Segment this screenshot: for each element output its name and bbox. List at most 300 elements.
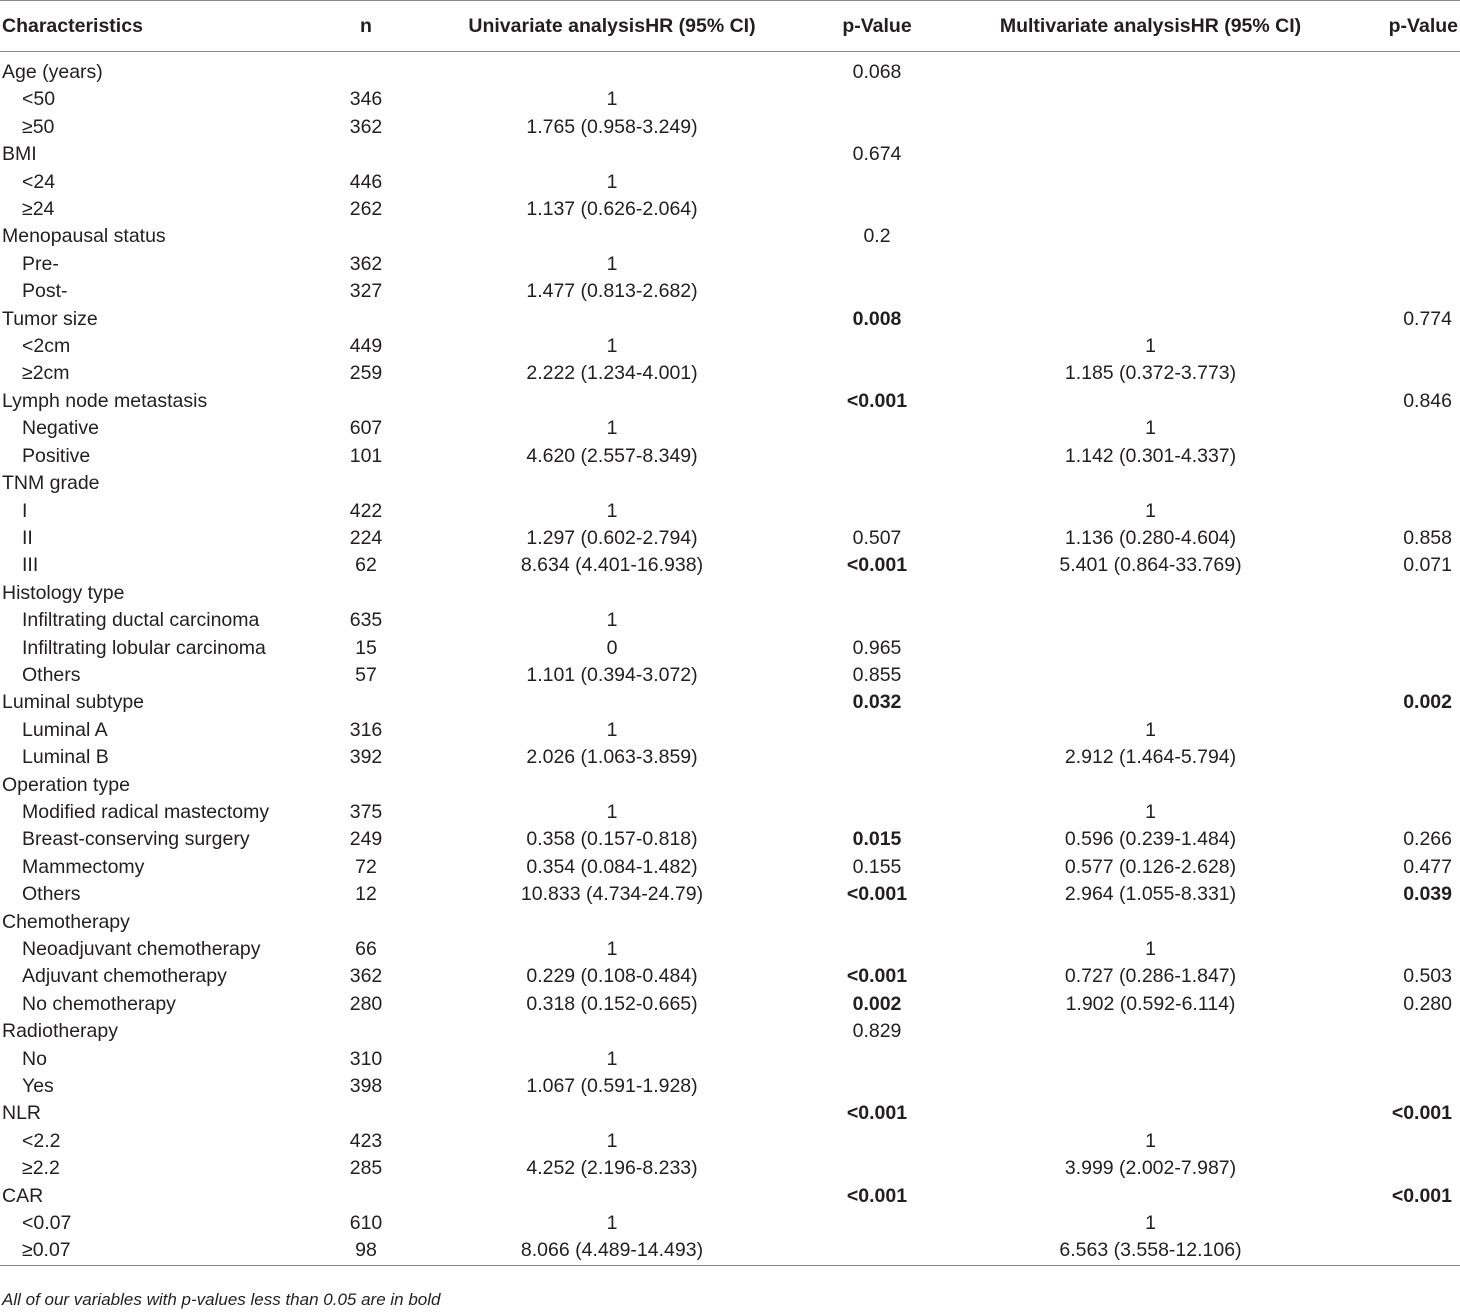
cell-n: 446 — [349, 170, 383, 193]
cell-characteristic: III — [22, 554, 39, 577]
cell-n: 316 — [349, 718, 383, 741]
table-row-subcategory — [0, 635, 1460, 662]
cell-univariate-p — [782, 86, 972, 113]
cell-n: 57 — [355, 663, 377, 686]
cell-n: 280 — [349, 992, 383, 1015]
cell-multivariate-p — [1329, 1210, 1460, 1237]
cell-characteristic: Tumor size — [2, 307, 98, 330]
cell-n: 249 — [349, 828, 383, 851]
table-row-subcategory — [0, 1155, 1460, 1182]
header-multivariate-p: p-Value — [1329, 1, 1460, 52]
cell-multivariate-p — [1329, 223, 1460, 250]
cell-multivariate-hr: 0.596 (0.239-1.484) — [1064, 828, 1237, 851]
cell-multivariate-p — [1329, 333, 1460, 360]
cell-characteristic: ≥2cm — [22, 362, 70, 385]
table-row-subcategory — [0, 662, 1460, 689]
cell-multivariate-hr: 1.142 (0.301-4.337) — [1064, 444, 1237, 467]
cell-univariate-p — [782, 799, 972, 826]
cell-multivariate-p: 0.002 — [1403, 691, 1452, 714]
cell-multivariate-hr: 3.999 (2.002-7.987) — [1064, 1157, 1237, 1180]
table-row-subcategory — [0, 1237, 1460, 1265]
cell-n: 423 — [349, 1129, 383, 1152]
cell-univariate-p: 0.829 — [852, 1020, 902, 1043]
cell-multivariate-p — [1329, 744, 1460, 771]
cell-n: 362 — [349, 252, 383, 275]
cell-characteristic: <0.07 — [22, 1212, 72, 1235]
cell-n — [290, 909, 442, 936]
cell-multivariate-hr: 1.902 (0.592-6.114) — [1065, 992, 1236, 1015]
cell-multivariate-p — [1329, 1018, 1460, 1045]
cell-univariate-p — [782, 196, 972, 223]
cell-multivariate-hr: 2.912 (1.464-5.794) — [1064, 746, 1237, 769]
cell-multivariate-p — [1329, 1237, 1460, 1265]
cell-multivariate-p — [1329, 1128, 1460, 1155]
cell-multivariate-hr: 1 — [1145, 718, 1156, 741]
cell-characteristic: BMI — [2, 143, 37, 166]
cell-n — [290, 306, 442, 333]
cell-univariate-hr: 1 — [606, 170, 618, 193]
cell-n: 607 — [349, 417, 383, 440]
cell-multivariate-hr: 1 — [1145, 417, 1156, 440]
header-characteristics: Characteristics — [0, 1, 290, 52]
cell-characteristic: Chemotherapy — [2, 910, 130, 933]
cell-univariate-hr: 1 — [606, 718, 618, 741]
cell-characteristic: Luminal subtype — [2, 691, 145, 714]
cell-multivariate-p: 0.858 — [1403, 526, 1452, 549]
cell-univariate-p: <0.001 — [846, 1184, 908, 1207]
cell-multivariate-p — [1329, 443, 1460, 470]
cell-n — [290, 141, 442, 168]
cell-multivariate-hr: 0.727 (0.286-1.847) — [1064, 965, 1237, 988]
cell-characteristic: Negative — [22, 417, 99, 440]
cell-n — [290, 1100, 442, 1127]
cell-multivariate-hr — [972, 1183, 1329, 1210]
cell-multivariate-p: 0.280 — [1403, 992, 1452, 1015]
cell-multivariate-hr — [972, 772, 1329, 799]
cell-multivariate-p — [1329, 936, 1460, 963]
cell-multivariate-p — [1329, 1155, 1460, 1182]
cell-univariate-p — [782, 1073, 972, 1100]
cell-characteristic: II — [22, 526, 33, 549]
cell-n — [290, 388, 442, 415]
table-row-subcategory — [0, 991, 1460, 1018]
cell-univariate-hr — [442, 1018, 782, 1045]
cell-n — [290, 772, 442, 799]
cell-n: 101 — [349, 444, 383, 467]
cell-n: 392 — [349, 746, 383, 769]
cell-n: 610 — [349, 1212, 383, 1235]
table-row-subcategory — [0, 826, 1460, 853]
cell-n: 12 — [355, 883, 377, 906]
table-body — [0, 52, 1460, 1266]
table-row-variable — [0, 1183, 1460, 1210]
cell-univariate-p: <0.001 — [846, 389, 908, 412]
cell-n: 398 — [349, 1075, 383, 1098]
cell-characteristic: Lymph node metastasis — [2, 389, 208, 412]
cell-n: 375 — [349, 800, 383, 823]
cell-univariate-hr: 1.137 (0.626-2.064) — [526, 198, 698, 221]
cell-multivariate-hr — [972, 580, 1329, 607]
cell-n — [290, 470, 442, 497]
cell-n: 98 — [290, 1237, 442, 1265]
cell-multivariate-hr: 1 — [1145, 800, 1156, 823]
cell-multivariate-hr: 1.185 (0.372-3.773) — [1064, 362, 1237, 385]
cell-multivariate-hr: 5.401 (0.864-33.769) — [1059, 554, 1242, 577]
cell-characteristic: I — [22, 499, 28, 522]
cell-characteristic: ≥24 — [22, 198, 55, 221]
cell-multivariate-p — [1329, 772, 1460, 799]
cell-multivariate-hr — [972, 169, 1329, 196]
cell-univariate-p: <0.001 — [846, 883, 908, 906]
table-row-subcategory — [0, 963, 1460, 990]
cell-multivariate-hr: 1 — [1145, 499, 1156, 522]
cell-multivariate-p: 0.039 — [1403, 883, 1452, 906]
cell-univariate-hr — [442, 909, 782, 936]
cell-multivariate-p — [1329, 415, 1460, 442]
table-row-subcategory — [0, 1210, 1460, 1237]
cell-univariate-hr — [442, 306, 782, 333]
cell-univariate-p — [782, 360, 972, 387]
cell-univariate-hr: 1 — [606, 1212, 618, 1235]
cell-univariate-hr — [442, 141, 782, 168]
cell-characteristic: No — [22, 1047, 47, 1070]
cell-characteristic: Luminal B — [22, 746, 109, 769]
cell-n — [290, 1183, 442, 1210]
table-row-variable — [0, 141, 1460, 168]
cell-univariate-hr: 1.297 (0.602-2.794) — [526, 526, 698, 549]
cell-characteristic: No chemotherapy — [22, 992, 176, 1015]
cell-univariate-hr: 0 — [606, 636, 618, 659]
cell-multivariate-p: 0.071 — [1403, 554, 1452, 577]
cell-multivariate-hr — [972, 635, 1329, 662]
table-row-subcategory — [0, 799, 1460, 826]
cell-univariate-hr: 1 — [606, 1129, 618, 1152]
table-row-subcategory — [0, 251, 1460, 278]
cell-univariate-p — [782, 498, 972, 525]
cell-multivariate-p — [1329, 141, 1460, 168]
table-row-subcategory — [0, 333, 1460, 360]
cell-characteristic: Modified radical mastectomy — [22, 800, 270, 823]
cell-n — [290, 1018, 442, 1045]
table-row-subcategory — [0, 607, 1460, 634]
table-row-variable — [0, 1100, 1460, 1127]
cell-multivariate-p: 0.774 — [1403, 307, 1452, 330]
cell-multivariate-hr — [972, 689, 1329, 716]
cell-univariate-hr: 1 — [606, 609, 618, 632]
cell-univariate-p: 0.008 — [852, 307, 902, 330]
table-row-subcategory — [0, 278, 1460, 305]
table-row-subcategory — [0, 1128, 1460, 1155]
cell-univariate-p — [782, 278, 972, 305]
cell-characteristic: ≥0.07 — [0, 1237, 290, 1265]
table-row-subcategory — [0, 854, 1460, 881]
cell-univariate-hr: 0.354 (0.084-1.482) — [526, 855, 698, 878]
cell-univariate-p — [782, 1128, 972, 1155]
cell-n: 72 — [355, 855, 377, 878]
cell-multivariate-p — [1329, 114, 1460, 141]
table-row-variable — [0, 388, 1460, 415]
table-row-subcategory — [0, 498, 1460, 525]
cell-n: 15 — [355, 636, 377, 659]
cell-univariate-p: 0.507 — [852, 526, 902, 549]
cell-multivariate-hr — [972, 86, 1329, 113]
cell-multivariate-p — [1329, 1046, 1460, 1073]
cell-multivariate-hr — [972, 223, 1329, 250]
cell-multivariate-hr — [972, 1046, 1329, 1073]
cell-multivariate-p — [1329, 498, 1460, 525]
cell-multivariate-p: 0.477 — [1403, 855, 1452, 878]
table-row-subcategory — [0, 86, 1460, 113]
cell-multivariate-hr: 2.964 (1.055-8.331) — [1064, 883, 1237, 906]
cell-n — [290, 689, 442, 716]
cell-univariate-hr — [442, 1100, 782, 1127]
cell-univariate-hr: 8.634 (4.401-16.938) — [520, 554, 704, 577]
cell-univariate-p: <0.001 — [846, 1102, 908, 1125]
cell-multivariate-hr — [972, 1073, 1329, 1100]
cell-multivariate-hr: 6.563 (3.558-12.106) — [972, 1237, 1329, 1265]
cell-multivariate-p — [1329, 1073, 1460, 1100]
cell-univariate-p: 0.015 — [852, 828, 902, 851]
cell-characteristic: <24 — [22, 170, 56, 193]
cell-univariate-p — [782, 936, 972, 963]
cell-multivariate-hr: 1.136 (0.280-4.604) — [1064, 526, 1237, 549]
table-footnote: All of our variables with p-values less than 0.05 are in bold — [2, 1290, 441, 1309]
cell-multivariate-hr — [972, 278, 1329, 305]
table-row-variable — [0, 580, 1460, 607]
cell-univariate-hr: 1.101 (0.394-3.072) — [526, 663, 698, 686]
cell-univariate-p: 0.855 — [852, 663, 902, 686]
cell-univariate-p: 0.674 — [852, 143, 902, 166]
cell-characteristic: Mammectomy — [22, 855, 145, 878]
cell-univariate-hr: 1 — [606, 417, 618, 440]
table-row-subcategory — [0, 525, 1460, 552]
cell-n: 422 — [349, 499, 383, 522]
cell-multivariate-p: <0.001 — [1391, 1184, 1452, 1207]
cell-multivariate-p — [1329, 799, 1460, 826]
header-univariate-hr: Univariate analysisHR (95% CI) — [442, 1, 782, 52]
cell-characteristic: Menopausal status — [2, 225, 166, 248]
cell-univariate-p — [782, 470, 972, 497]
cell-characteristic: NLR — [2, 1102, 42, 1125]
table-row-subcategory — [0, 744, 1460, 771]
cell-multivariate-p: 0.503 — [1403, 965, 1452, 988]
cell-univariate-hr — [442, 470, 782, 497]
cell-multivariate-p — [1329, 607, 1460, 634]
table-row-subcategory — [0, 1073, 1460, 1100]
table-row-subcategory — [0, 443, 1460, 470]
cell-n: 262 — [349, 198, 383, 221]
cell-univariate-p: 0.155 — [852, 855, 902, 878]
cell-multivariate-p — [1329, 86, 1460, 113]
cell-univariate-p: 0.002 — [852, 992, 902, 1015]
cell-univariate-p — [782, 333, 972, 360]
cell-multivariate-p — [1329, 278, 1460, 305]
cell-univariate-hr: 1 — [606, 499, 618, 522]
cell-characteristic: Infiltrating ductal carcinoma — [22, 609, 260, 632]
cell-n: 362 — [349, 115, 383, 138]
cell-univariate-hr — [442, 59, 782, 86]
cell-univariate-hr: 1 — [606, 335, 618, 358]
cell-univariate-p — [782, 251, 972, 278]
cell-characteristic: Adjuvant chemotherapy — [22, 965, 227, 988]
cell-univariate-hr — [442, 772, 782, 799]
header-spacer-row — [0, 52, 1460, 60]
cell-characteristic: Yes — [22, 1075, 54, 1098]
table-row-subcategory — [0, 415, 1460, 442]
cell-characteristic: CAR — [2, 1184, 44, 1207]
cell-n — [290, 223, 442, 250]
cell-multivariate-hr: 1 — [1145, 1212, 1156, 1235]
cell-univariate-p — [782, 909, 972, 936]
cell-univariate-p: <0.001 — [846, 554, 908, 577]
cell-univariate-hr — [442, 580, 782, 607]
cell-univariate-p: 0.032 — [852, 691, 902, 714]
cell-multivariate-p — [1329, 360, 1460, 387]
cell-characteristic: ≥2.2 — [22, 1157, 60, 1180]
cell-characteristic: TNM grade — [2, 472, 100, 495]
cell-univariate-hr: 10.833 (4.734-24.79) — [520, 883, 704, 906]
cell-multivariate-hr — [972, 59, 1329, 86]
table-row-variable — [0, 909, 1460, 936]
cell-univariate-hr: 1 — [606, 252, 618, 275]
cell-univariate-hr: 2.222 (1.234-4.001) — [526, 362, 698, 385]
cell-multivariate-hr — [972, 196, 1329, 223]
cell-multivariate-p — [1329, 909, 1460, 936]
cell-multivariate-hr — [972, 1018, 1329, 1045]
cell-n — [290, 580, 442, 607]
cell-univariate-p — [782, 772, 972, 799]
cell-multivariate-hr — [972, 306, 1329, 333]
cell-characteristic: Others — [22, 663, 81, 686]
cell-multivariate-p — [1329, 717, 1460, 744]
table-row-subcategory — [0, 169, 1460, 196]
cell-univariate-p — [782, 443, 972, 470]
cell-n: 310 — [349, 1047, 383, 1070]
cell-characteristic: Breast-conserving surgery — [22, 828, 250, 851]
cell-univariate-hr: 1 — [606, 88, 618, 111]
cell-univariate-p: 0.2 — [863, 225, 891, 248]
table-row-variable — [0, 1018, 1460, 1045]
table-row-subcategory — [0, 114, 1460, 141]
cell-multivariate-hr — [972, 114, 1329, 141]
table-row-subcategory — [0, 1046, 1460, 1073]
table-row-subcategory — [0, 717, 1460, 744]
cell-univariate-hr: 0.318 (0.152-0.665) — [526, 992, 698, 1015]
cell-characteristic: Age (years) — [2, 61, 103, 83]
cell-characteristic: <50 — [22, 88, 56, 111]
cell-univariate-hr — [442, 388, 782, 415]
table-row-subcategory — [0, 196, 1460, 223]
cell-characteristic: <2.2 — [22, 1129, 61, 1152]
cell-univariate-p — [782, 114, 972, 141]
cell-univariate-hr: 4.252 (2.196-8.233) — [526, 1157, 698, 1180]
cell-multivariate-hr — [972, 662, 1329, 689]
cell-n: 259 — [349, 362, 383, 385]
cell-univariate-hr — [442, 689, 782, 716]
cell-characteristic: Neoadjuvant chemotherapy — [22, 938, 261, 960]
cell-univariate-hr: 8.066 (4.489-14.493) — [442, 1237, 782, 1265]
cell-multivariate-hr: 1 — [1145, 1129, 1156, 1152]
table-header — [0, 1, 1460, 52]
cell-univariate-p — [782, 580, 972, 607]
cell-univariate-p — [782, 717, 972, 744]
cell-univariate-hr: 4.620 (2.557-8.349) — [526, 444, 698, 467]
table-row-subcategory — [0, 552, 1460, 579]
cell-multivariate-hr: 1 — [1145, 938, 1156, 960]
table-row-variable — [0, 223, 1460, 250]
cell-multivariate-p — [1329, 59, 1460, 86]
cell-univariate-hr: 0.358 (0.157-0.818) — [526, 828, 698, 851]
header-multivariate-hr: Multivariate analysisHR (95% CI) — [972, 1, 1329, 52]
cell-multivariate-hr: 1 — [1145, 335, 1156, 358]
cell-univariate-hr: 1 — [606, 938, 618, 960]
cell-multivariate-p — [1329, 635, 1460, 662]
cell-characteristic: Positive — [22, 444, 91, 467]
cell-univariate-hr: 1.477 (0.813-2.682) — [526, 280, 698, 303]
cell-univariate-p — [782, 169, 972, 196]
table-row-variable — [0, 772, 1460, 799]
table-row-subcategory — [0, 881, 1460, 908]
cell-n: 285 — [349, 1157, 383, 1180]
table-row-variable — [0, 689, 1460, 716]
cell-multivariate-hr — [972, 388, 1329, 415]
cell-multivariate-p — [1329, 251, 1460, 278]
cell-univariate-hr: 0.229 (0.108-0.484) — [526, 965, 698, 988]
cell-multivariate-p — [1329, 196, 1460, 223]
cell-multivariate-hr — [972, 607, 1329, 634]
cell-characteristic: <2cm — [22, 335, 71, 358]
cell-characteristic: Infiltrating lobular carcinoma — [22, 636, 266, 659]
cell-univariate-p — [782, 1210, 972, 1237]
cell-univariate-p: <0.001 — [846, 965, 908, 988]
cell-n: 62 — [355, 554, 377, 577]
cell-multivariate-hr — [972, 470, 1329, 497]
cell-multivariate-p: 0.846 — [1403, 389, 1452, 412]
cell-univariate-hr — [442, 1183, 782, 1210]
cell-characteristic: Others — [22, 883, 81, 906]
header-univariate-p: p-Value — [782, 1, 972, 52]
cell-n: 224 — [349, 526, 383, 549]
cell-n: 66 — [355, 938, 377, 960]
cell-n: 362 — [349, 965, 383, 988]
table-row-variable — [0, 470, 1460, 497]
cell-univariate-hr — [442, 223, 782, 250]
cell-n: 327 — [349, 280, 383, 303]
cell-univariate-p — [782, 415, 972, 442]
cell-multivariate-hr — [972, 251, 1329, 278]
cell-n: 635 — [349, 609, 383, 632]
cell-multivariate-p: 0.266 — [1403, 828, 1452, 851]
header-row — [0, 1, 1460, 52]
cell-multivariate-p — [1329, 580, 1460, 607]
cell-multivariate-hr — [972, 141, 1329, 168]
cell-univariate-p — [782, 744, 972, 771]
cell-univariate-p: 0.965 — [852, 636, 902, 659]
cell-characteristic: ≥50 — [22, 115, 55, 138]
cell-characteristic: Luminal A — [22, 718, 108, 741]
cell-multivariate-hr: 0.577 (0.126-2.628) — [1064, 855, 1237, 878]
cell-univariate-p — [782, 1046, 972, 1073]
cell-characteristic: Radiotherapy — [2, 1020, 118, 1043]
cell-n — [290, 59, 442, 86]
cell-n: 346 — [349, 88, 383, 111]
cell-multivariate-p — [1329, 662, 1460, 689]
cell-univariate-hr: 1.765 (0.958-3.249) — [526, 115, 698, 138]
table-row-variable — [0, 306, 1460, 333]
cell-multivariate-hr — [972, 1100, 1329, 1127]
cell-characteristic: Pre- — [22, 252, 59, 275]
cell-multivariate-p — [1329, 169, 1460, 196]
